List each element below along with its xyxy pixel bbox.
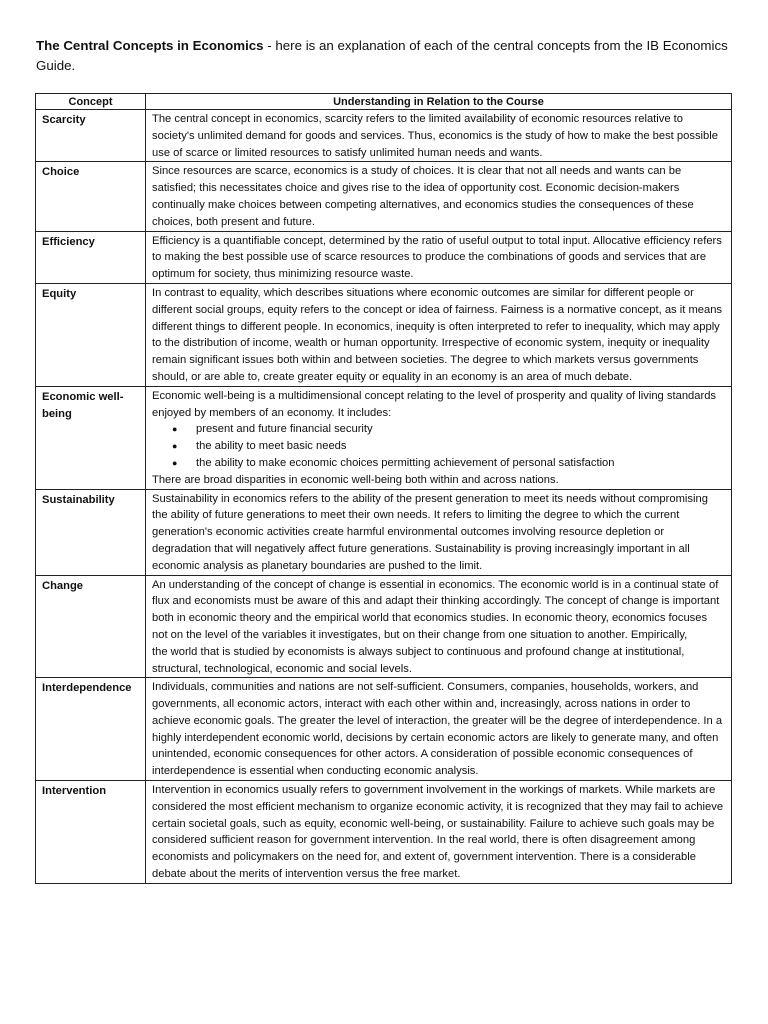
description-cell: Intervention in economics usually refers to government involvement in the workings of markets. While markets are considered the most efficient mechanism to organize economic activity, it is recognized that they may fail to achieve certain societal goals, such as equity, economic well-being, or sustainability. Failure to achieve such goals may be considered sufficient reason for government intervention. In the real world, there is often disagreement among economists and policymakers on the need for, and extent of, government intervention. There is a considerable debate about the merits of intervention versus the free market. (146, 781, 732, 884)
description-closing: There are broad disparities in economic well-being both within and across nations. (152, 473, 559, 486)
description-intro: Economic well-being is a multidimensional concept relating to the level of prosperity and quality of living standards enjoyed by members of an economy. It includes: (152, 389, 717, 419)
description-cell: Sustainability in economics refers to the ability of the present generation to meet its needs without compromising the ability of future generations to meet their own needs. It refers to limiting the degree to which the current generation's economic activities create harmful environmental outcomes involving resource depletion or degradation that will negatively affect future generations. Sustainability is proving increasingly important in all economic analysis as planetary boundaries are pushed to the limit. (146, 489, 732, 575)
table-row-choice (36, 162, 732, 231)
concept-cell: Equity (36, 283, 146, 386)
list-item: ● present and future financial security (196, 421, 725, 438)
description-closing: the world that is studied by economists is always subject to continuous and profound change at institutional, structural, technological, economic and social levels. (152, 645, 685, 675)
concept-cell: Change (36, 575, 146, 678)
concepts-table (35, 93, 732, 884)
concept-cell: Choice (36, 162, 146, 231)
list-item: ● the ability to meet basic needs (196, 438, 725, 455)
intro-paragraph (36, 36, 736, 76)
description-intro: An understanding of the concept of change is essential in economics. The economic world is in a continual state of flux and economists must be aware of this and adapt their thinking accordingly. The concept of change is important both in economic theory and the empirical world that economics studies. In economic theory, economics focuses not on the level of the variables it investigates, but on their change from one situation to another. Empirically, (152, 578, 720, 641)
table-row-interdependence (36, 678, 732, 781)
description-cell (146, 386, 732, 489)
list-item: ● the ability to make economic choices permitting achievement of personal satisfaction (196, 455, 725, 472)
table-row-change (36, 575, 732, 678)
table-row-intervention (36, 781, 732, 884)
description-cell: Individuals, communities and nations are not self-sufficient. Consumers, companies, households, workers, and governments, all economic actors, interact with each other within and, increasingly, across nations in order to achieve economic goals. The greater the level of interaction, the greater will be the degree of interdependence. In a highly interdependent economic world, decisions by certain economic actors are likely to generate many, and often unintended, economic consequences for other actors. A consideration of possible economic consequences of interdependence is essential when conducting economic analysis. (146, 678, 732, 781)
concept-cell: Economic well-being (36, 386, 146, 489)
description-cell: Efficiency is a quantifiable concept, determined by the ratio of useful output to total input. Allocative efficiency refers to making the best possible use of scarce resources to produce the combinations of goods and services that are optimum for society, thus minimizing resource waste. (146, 231, 732, 283)
table-row-sustainability (36, 489, 732, 575)
table-header-row (36, 94, 732, 110)
table-row-efficiency (36, 231, 732, 283)
table-row-equity (36, 283, 732, 386)
bullet-list (152, 421, 725, 471)
description-cell: In contrast to equality, which describes situations where economic outcomes are similar for different people or different social groups, equity refers to the concept or idea of fairness. Fairness is a normative concept, as it means different things to different people. In economics, inequity is often interpreted to refer to inequality, which may apply to the distribution of income, wealth or human opportunity. Irrespective of economic system, inequity or inequality remain significant issues both within and between societies. The degree to which markets versus governments should, or are able to, create greater equity or equality in an economy is an area of much debate. (146, 283, 732, 386)
concept-cell: Sustainability (36, 489, 146, 575)
table-row-economic-well-being (36, 386, 732, 489)
header-understanding: Understanding in Relation to the Course (146, 94, 732, 110)
intro-title: The Central Concepts in Economics (36, 38, 264, 53)
table-row-scarcity (36, 110, 732, 162)
concept-cell: Efficiency (36, 231, 146, 283)
concept-cell: Scarcity (36, 110, 146, 162)
description-cell: The central concept in economics, scarcity refers to the limited availability of economic resources relative to society's unlimited demand for goods and services. Thus, economics is the study of how to make the best possible use of scarce or limited resources to satisfy unlimited human needs and wants. (146, 110, 732, 162)
concept-cell: Interdependence (36, 678, 146, 781)
description-cell: Since resources are scarce, economics is a study of choices. It is clear that not all needs and wants can be satisfied; this necessitates choice and gives rise to the idea of opportunity cost. Economic decision-makers continually make choices between competing alternatives, and economics studies the consequences of these choices, both present and future. (146, 162, 732, 231)
intro-text: - here is an explanation of each of the central concepts from the IB Economics Guide. (36, 38, 728, 73)
description-cell (146, 575, 732, 678)
header-concept: Concept (36, 94, 146, 110)
concept-cell: Intervention (36, 781, 146, 884)
